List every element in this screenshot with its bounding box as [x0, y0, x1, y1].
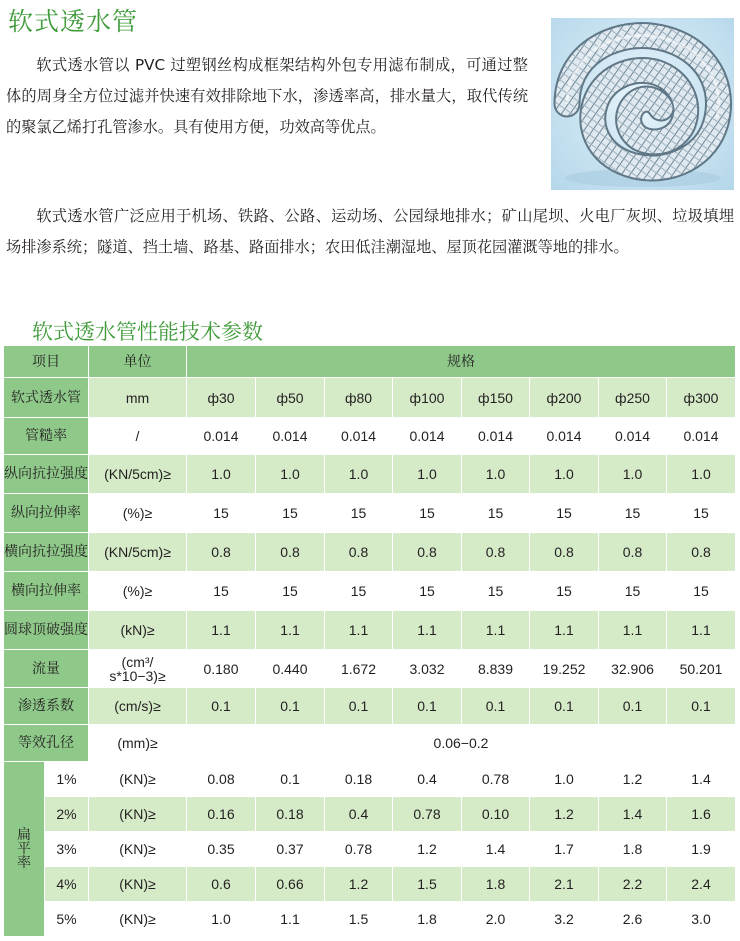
table-cell: 1.1	[325, 611, 393, 650]
table-cell: 1.1	[530, 611, 599, 650]
intro-paragraph-1: 软式透水管以 PVC 过塑钢丝构成框架结构外包专用滤布制成，可通过整体的周身全方位过滤并快速有效排除地下水，渗透率高，排水量大，取代传统的聚氯乙烯打孔管渗水。具有使用方便，功效高等优点。	[6, 56, 528, 136]
table-cell: 0.014	[599, 418, 667, 455]
table-cell: 15	[187, 494, 256, 533]
table-row	[4, 761, 736, 796]
table-cell: ф30	[187, 378, 256, 418]
table-row	[4, 650, 736, 687]
row-unit: (%)≥	[89, 494, 187, 533]
table-cell: 2.6	[599, 901, 667, 936]
table-cell: 1.4	[667, 761, 736, 796]
table-cell: 1.9	[667, 831, 736, 866]
table-cell: 0.1	[393, 687, 462, 724]
row-label: 横向拉伸率	[4, 572, 89, 611]
table-cell: 15	[530, 572, 599, 611]
table-cell: 0.014	[462, 418, 530, 455]
table-row	[4, 418, 736, 455]
table-cell: 1.1	[256, 611, 325, 650]
table-cell: 0.8	[667, 533, 736, 572]
table-cell: 1.0	[256, 455, 325, 494]
table-cell: 0.014	[256, 418, 325, 455]
table-cell: 0.180	[187, 650, 256, 687]
table-cell: 1.2	[530, 796, 599, 831]
header-unit: 单位	[89, 346, 187, 378]
table-cell: 15	[462, 572, 530, 611]
table-cell: 8.839	[462, 650, 530, 687]
table-cell: 1.1	[256, 901, 325, 936]
row-unit: (KN/5cm)≥	[89, 533, 187, 572]
table-row	[4, 724, 736, 761]
table-cell: 0.16	[187, 796, 256, 831]
table-cell: 0.1	[325, 687, 393, 724]
table-cell: 15	[599, 572, 667, 611]
table-cell: 3.2	[530, 901, 599, 936]
table-cell: 15	[325, 572, 393, 611]
flatness-level: 3%	[45, 831, 89, 866]
row-label: 纵向拉伸率	[4, 494, 89, 533]
table-cell: 0.8	[530, 533, 599, 572]
row-label: 横向抗拉强度	[4, 533, 89, 572]
table-cell: 0.08	[187, 761, 256, 796]
table-row	[4, 901, 736, 936]
table-cell: ф200	[530, 378, 599, 418]
table-cell: 15	[599, 494, 667, 533]
table-cell: 0.8	[462, 533, 530, 572]
table-cell: 1.1	[667, 611, 736, 650]
row-unit: (KN)≥	[89, 761, 187, 796]
table-row	[4, 611, 736, 650]
row-unit: (KN)≥	[89, 901, 187, 936]
table-cell: 1.2	[325, 866, 393, 901]
table-cell: 0.014	[530, 418, 599, 455]
table-cell: 0.014	[187, 418, 256, 455]
row-label: 流量	[4, 650, 89, 687]
table-row	[4, 572, 736, 611]
row-unit: mm	[89, 378, 187, 418]
table-cell: 15	[530, 494, 599, 533]
table-cell: 1.0	[667, 455, 736, 494]
table-cell: 15	[325, 494, 393, 533]
table-cell: 1.2	[599, 761, 667, 796]
table-cell: 0.1	[599, 687, 667, 724]
table-cell: 15	[256, 494, 325, 533]
table-cell: 0.78	[393, 796, 462, 831]
header-spec: 规格	[187, 346, 736, 378]
flatness-label-text: 扁平率	[17, 826, 31, 871]
table-cell: 15	[393, 494, 462, 533]
table-cell: 1.6	[667, 796, 736, 831]
table-cell: 0.78	[462, 761, 530, 796]
section-title: 软式透水管性能技术参数	[32, 320, 263, 344]
row-unit: (KN/5cm)≥	[89, 455, 187, 494]
table-cell: 1.1	[393, 611, 462, 650]
product-image	[551, 18, 734, 190]
table-cell: 1.5	[325, 901, 393, 936]
table-cell: 1.672	[325, 650, 393, 687]
row-unit: /	[89, 418, 187, 455]
table-cell: 0.8	[325, 533, 393, 572]
spec-table	[3, 345, 736, 937]
flatness-group-label	[4, 761, 45, 936]
table-cell: 0.8	[393, 533, 462, 572]
table-cell: 1.4	[462, 831, 530, 866]
table-cell: 2.1	[530, 866, 599, 901]
row-label: 软式透水管	[4, 378, 89, 418]
table-cell: 0.8	[187, 533, 256, 572]
table-cell: 0.4	[325, 796, 393, 831]
table-cell: 0.440	[256, 650, 325, 687]
table-cell: 3.0	[667, 901, 736, 936]
table-cell: ф250	[599, 378, 667, 418]
table-row	[4, 796, 736, 831]
table-cell: 1.5	[393, 866, 462, 901]
table-cell: 1.8	[462, 866, 530, 901]
row-unit: (cm/s)≥	[89, 687, 187, 724]
table-cell: 1.0	[599, 455, 667, 494]
table-cell: 15	[667, 572, 736, 611]
flatness-level: 5%	[45, 901, 89, 936]
table-cell: 1.1	[187, 611, 256, 650]
coiled-drainage-pipe-icon	[551, 18, 734, 190]
table-cell: 0.014	[325, 418, 393, 455]
row-label: 圆球顶破强度	[4, 611, 89, 650]
table-cell: ф100	[393, 378, 462, 418]
table-cell: 0.78	[325, 831, 393, 866]
table-cell: 2.2	[599, 866, 667, 901]
table-cell: 0.014	[393, 418, 462, 455]
table-cell: 1.0	[462, 455, 530, 494]
row-label: 管糙率	[4, 418, 89, 455]
table-cell: 1.1	[462, 611, 530, 650]
table-cell: ф80	[325, 378, 393, 418]
table-row	[4, 687, 736, 724]
table-cell: 2.0	[462, 901, 530, 936]
table-cell: 0.10	[462, 796, 530, 831]
table-cell: 1.7	[530, 831, 599, 866]
table-cell: ф50	[256, 378, 325, 418]
table-cell: 3.032	[393, 650, 462, 687]
table-cell: 1.8	[393, 901, 462, 936]
row-unit-line: s*10−3)≥	[109, 667, 166, 684]
table-row	[4, 866, 736, 901]
page-title: 软式透水管	[8, 7, 139, 36]
table-cell: 1.0	[530, 455, 599, 494]
table-cell-merged: 0.06−0.2	[187, 724, 736, 761]
table-cell: 0.1	[667, 687, 736, 724]
table-cell: 1.0	[393, 455, 462, 494]
flatness-level: 1%	[45, 761, 89, 796]
table-cell: 0.014	[667, 418, 736, 455]
table-cell: 15	[393, 572, 462, 611]
table-cell: 0.8	[599, 533, 667, 572]
table-cell: 0.1	[530, 687, 599, 724]
table-cell: 1.0	[187, 901, 256, 936]
table-row	[4, 494, 736, 533]
row-label: 等效孔径	[4, 724, 89, 761]
intro-paragraph-2: 软式透水管广泛应用于机场、铁路、公路、运动场、公园绿地排水；矿山尾坝、火电厂灰坝、垃圾填埋场排渗系统；隧道、挡土墙、路基、路面排水；农田低洼潮湿地、屋顶花园灌溉等地的排水。	[6, 207, 734, 256]
table-cell: 15	[462, 494, 530, 533]
row-unit: (KN)≥	[89, 831, 187, 866]
table-cell: 0.4	[393, 761, 462, 796]
table-cell: 50.201	[667, 650, 736, 687]
table-cell: 0.1	[462, 687, 530, 724]
table-cell: 0.1	[187, 687, 256, 724]
table-cell: ф150	[462, 378, 530, 418]
table-row	[4, 378, 736, 418]
flatness-level: 4%	[45, 866, 89, 901]
table-cell: ф300	[667, 378, 736, 418]
table-cell: 1.0	[530, 761, 599, 796]
table-cell: 1.8	[599, 831, 667, 866]
table-cell: 15	[667, 494, 736, 533]
table-row	[4, 533, 736, 572]
row-unit: (KN)≥	[89, 866, 187, 901]
row-unit: (%)≥	[89, 572, 187, 611]
table-cell: 0.6	[187, 866, 256, 901]
table-cell: 0.18	[256, 796, 325, 831]
row-unit: (kN)≥	[89, 611, 187, 650]
table-cell: 32.906	[599, 650, 667, 687]
row-unit-line: (cm³/	[121, 653, 154, 670]
table-cell: 1.1	[599, 611, 667, 650]
table-cell: 19.252	[530, 650, 599, 687]
row-label: 渗透系数	[4, 687, 89, 724]
table-cell: 0.18	[325, 761, 393, 796]
table-header-row	[4, 346, 736, 378]
table-cell: 1.4	[599, 796, 667, 831]
table-row	[4, 455, 736, 494]
table-cell: 0.1	[256, 761, 325, 796]
table-cell: 0.8	[256, 533, 325, 572]
row-label: 纵向抗拉强度	[4, 455, 89, 494]
table-cell: 1.2	[393, 831, 462, 866]
header-item: 项目	[4, 346, 89, 378]
table-cell: 0.37	[256, 831, 325, 866]
row-unit: (mm)≥	[89, 724, 187, 761]
table-cell: 0.35	[187, 831, 256, 866]
table-cell: 1.0	[187, 455, 256, 494]
flatness-level: 2%	[45, 796, 89, 831]
table-cell: 0.66	[256, 866, 325, 901]
table-cell: 2.4	[667, 866, 736, 901]
table-cell: 0.1	[256, 687, 325, 724]
row-unit: (KN)≥	[89, 796, 187, 831]
row-unit	[89, 650, 187, 687]
table-row	[4, 831, 736, 866]
table-cell: 15	[256, 572, 325, 611]
table-cell: 1.0	[325, 455, 393, 494]
table-cell: 15	[187, 572, 256, 611]
